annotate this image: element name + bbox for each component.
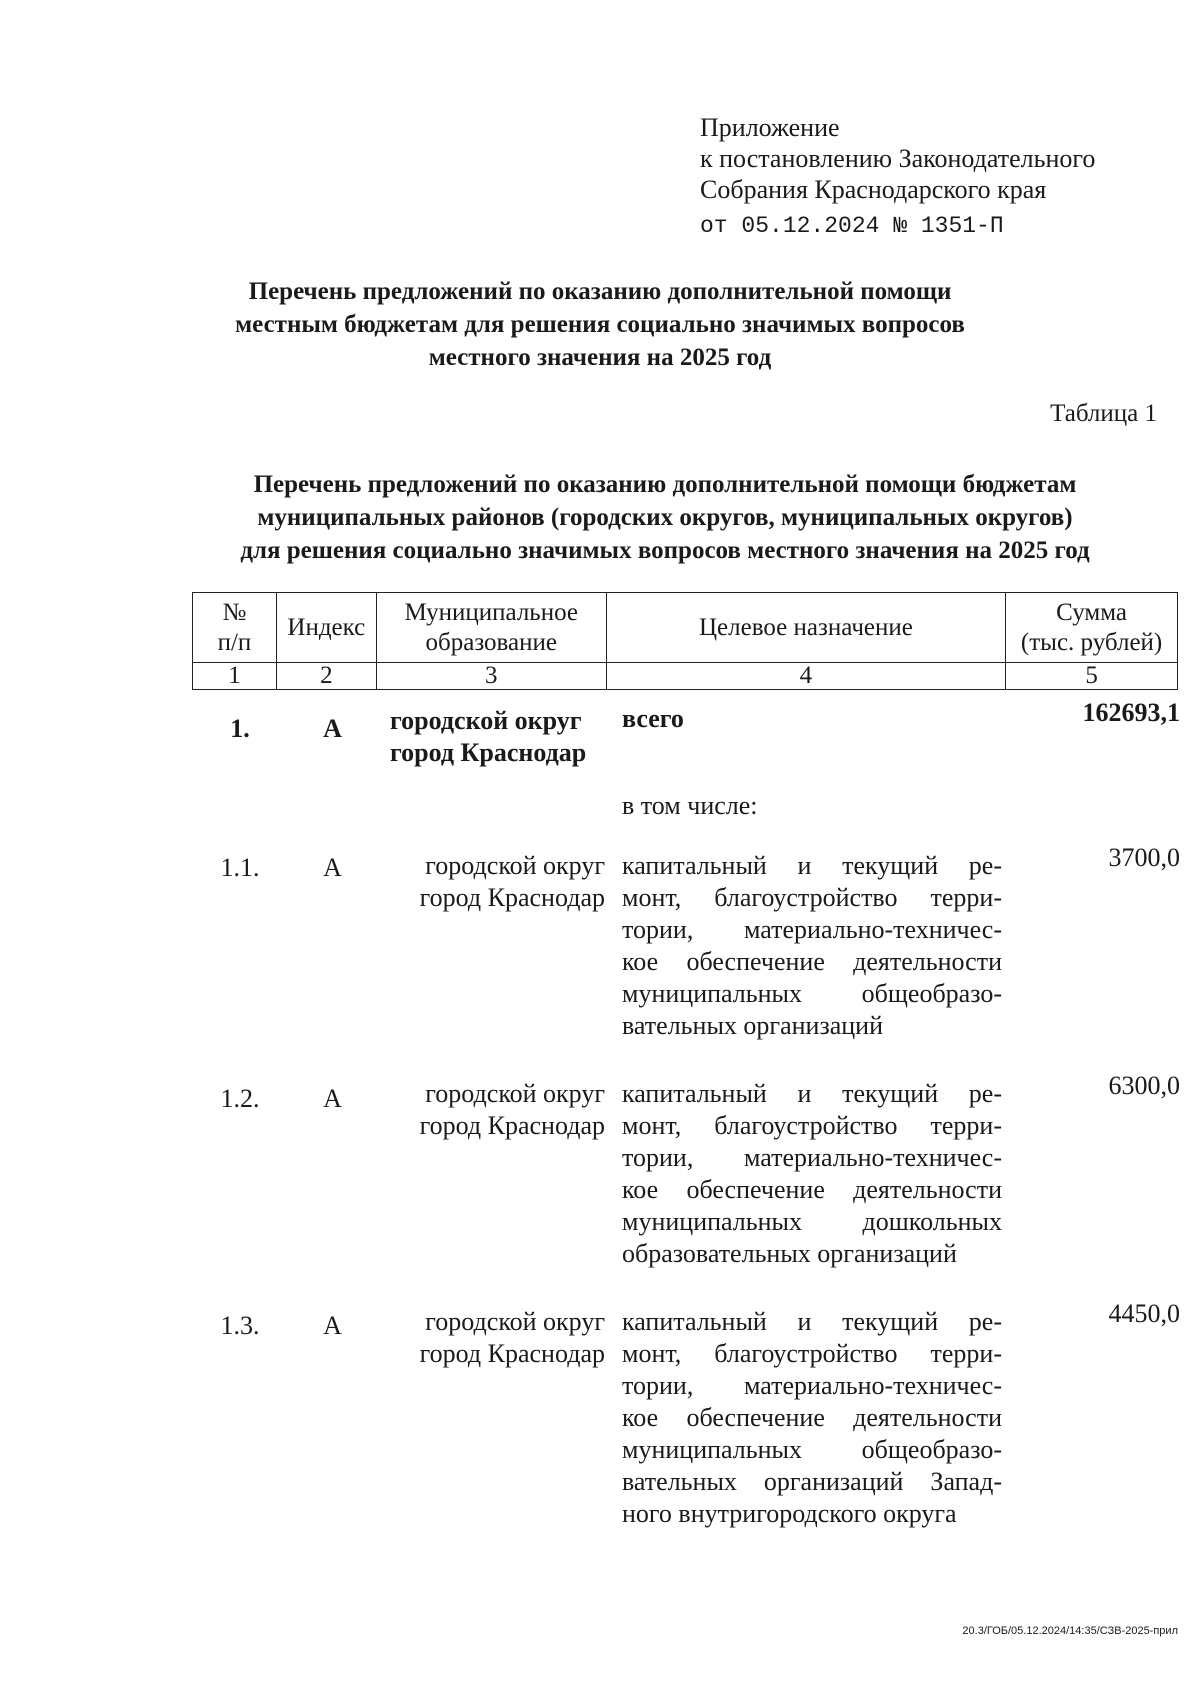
row-purpose: капитальный и текущий ре- монт, благоустройство терри- тории, материально-техничес- кое обеспечение деятельности муниципальных дошкольных образовательных организаций bbox=[622, 1079, 1002, 1268]
row-index: А bbox=[323, 1311, 342, 1340]
row-purpose: капитальный и текущий ре- монт, благоустройство терри- тории, материально-техничес- кое обеспечение деятельности муниципальных общеобразо- вательных организаций Запад- ного внутригородского округа bbox=[622, 1307, 1002, 1528]
column-number: 2 bbox=[276, 663, 376, 690]
row-index: А bbox=[323, 853, 342, 882]
table-title bbox=[150, 468, 1180, 567]
title-line: местного значения на 2025 год bbox=[428, 344, 772, 371]
row-purpose: всего bbox=[622, 704, 684, 733]
column-number: 5 bbox=[1006, 663, 1178, 690]
title-line: Перечень предложений по оказанию дополнительной помощи бюджетам bbox=[253, 471, 1077, 498]
appendix-line: Собрания Краснодарского края bbox=[700, 175, 1047, 204]
row-index: А bbox=[323, 714, 342, 743]
row-sum: 4450,0 bbox=[1108, 1299, 1180, 1328]
table-number: Таблица 1 bbox=[1050, 400, 1157, 427]
column-number: 4 bbox=[606, 663, 1005, 690]
title-line: Перечень предложений по оказанию дополнительной помощи bbox=[248, 278, 952, 305]
appendix-line: Приложение bbox=[700, 113, 840, 142]
row-sum: 162693,1 bbox=[1082, 698, 1180, 727]
table-header bbox=[192, 592, 1178, 690]
appendix-line: к постановлению Законодательного bbox=[700, 144, 1096, 173]
appendix-block bbox=[700, 112, 1095, 242]
title-line: местным бюджетам для решения социально значимых вопросов bbox=[235, 311, 965, 338]
including-label: в том числе: bbox=[622, 791, 758, 820]
column-number: 1 bbox=[193, 663, 277, 690]
row-number: 1.1. bbox=[220, 853, 260, 882]
row-number: 1. bbox=[230, 714, 250, 743]
row-municipality: городской округ город Краснодар bbox=[390, 706, 587, 767]
header-index: Индекс bbox=[276, 593, 376, 663]
row-municipality: городской округ город Краснодар bbox=[419, 851, 605, 912]
row-sum: 3700,0 bbox=[1108, 843, 1180, 872]
header-purpose: Целевое назначение bbox=[606, 593, 1005, 663]
footer-code: 20.3/ГОБ/05.12.2024/14:35/СЗВ-2025-прил bbox=[962, 1625, 1178, 1637]
row-index: А bbox=[323, 1084, 342, 1113]
row-purpose: капитальный и текущий ре- монт, благоустройство терри- тории, материально-техничес- кое обеспечение деятельности муниципальных общеобразо- вательных организаций bbox=[622, 851, 1002, 1040]
row-number: 1.3. bbox=[220, 1311, 260, 1340]
title-line: для решения социально значимых вопросов местного значения на 2025 год bbox=[240, 537, 1090, 564]
header-sum: Сумма (тыс. рублей) bbox=[1006, 593, 1178, 663]
resolution-number: от 05.12.2024 № 1351-П bbox=[700, 213, 1004, 239]
row-municipality: городской округ город Краснодар bbox=[419, 1307, 605, 1368]
column-number: 3 bbox=[376, 663, 606, 690]
row-sum: 6300,0 bbox=[1108, 1071, 1180, 1100]
row-municipality: городской округ город Краснодар bbox=[419, 1079, 605, 1140]
header-no: № п/п bbox=[193, 593, 277, 663]
document-title bbox=[140, 275, 1060, 374]
title-line: муниципальных районов (городских округов, муниципальных округов) bbox=[257, 504, 1073, 531]
header-municipality: Муниципальное образование bbox=[376, 593, 606, 663]
row-number: 1.2. bbox=[220, 1084, 260, 1113]
